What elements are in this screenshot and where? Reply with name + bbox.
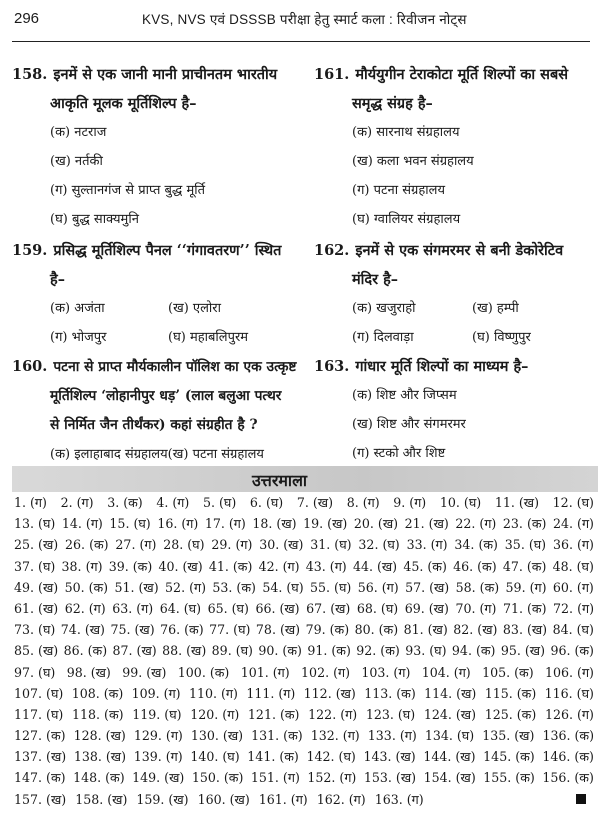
answer-item: 140. (घ): [190, 749, 240, 765]
answer-item: 158. (ख): [75, 791, 128, 807]
answer-item: 130. (ख): [190, 728, 244, 744]
answer-item: 157. (ख): [14, 791, 67, 807]
answer-item: 143. (ख): [363, 749, 416, 765]
option: (ग) भोजपुर: [50, 330, 107, 345]
answer-item: 67. (ख): [306, 600, 351, 616]
question-number: 160.: [12, 358, 48, 375]
answer-item: 104. (ग): [421, 664, 471, 680]
answer-item: 65. (घ): [207, 600, 249, 616]
answer-item: 44. (ख): [352, 558, 398, 574]
answer-row: [14, 619, 594, 640]
answer-item: 54. (घ): [262, 579, 304, 595]
answer-item: 97. (घ): [14, 664, 56, 680]
right-column: [314, 60, 596, 497]
answer-item: 156. (क): [542, 770, 594, 786]
answer-item: 25. (ख): [14, 537, 59, 553]
question-161: [314, 60, 596, 234]
answer-item: 36. (ग): [552, 537, 594, 553]
option-grid: [12, 294, 312, 352]
answer-item: 144. (ख): [423, 749, 476, 765]
answer-row: [14, 662, 594, 683]
question-text: मंदिर है–: [352, 271, 399, 288]
question-159: [12, 236, 312, 352]
answer-item: 82. (ख): [453, 622, 498, 638]
answer-item: 121. (क): [247, 706, 300, 722]
answer-item: 106. (ग): [545, 664, 594, 680]
option-grid: [314, 294, 596, 352]
answer-item: 120. (ग): [190, 706, 240, 722]
answer-item: 134. (घ): [424, 728, 475, 744]
answer-item: 14. (ग): [61, 516, 103, 532]
answer-item: 2. (ग): [60, 495, 94, 510]
answer-item: 96. (क): [550, 643, 594, 659]
answer-item: 7. (ख): [296, 495, 334, 510]
option-row: [12, 440, 312, 469]
answer-item: 87. (ख): [112, 643, 157, 659]
answer-item: 152. (ग): [307, 770, 357, 786]
answer-item: 105. (क): [482, 664, 534, 680]
answer-item: 129. (ग): [133, 728, 183, 744]
answer-item: 3. (क): [107, 495, 143, 510]
answer-item: 83. (ख): [502, 622, 548, 638]
answer-item: 92. (क): [356, 643, 400, 659]
question-162: [314, 236, 596, 352]
answer-item: 16. (ग): [157, 516, 199, 532]
left-column: [12, 60, 312, 498]
answer-item: 20. (ख): [353, 516, 399, 532]
answer-item: 90. (क): [258, 643, 302, 659]
answer-item: 126. (ग): [544, 706, 594, 722]
answer-item: 100. (क): [177, 664, 230, 680]
answer-key-banner: [12, 466, 598, 492]
answer-item: 123. (घ): [365, 706, 416, 722]
answer-item: 72. (ग): [553, 600, 594, 616]
option: (घ) महाबलिपुरम: [168, 330, 249, 345]
answer-item: 110. (ग): [188, 685, 238, 701]
option: (घ) बुद्ध साक्यमुनि: [50, 212, 139, 227]
end-of-section-marker: [576, 794, 586, 804]
option: (क) नटराज: [50, 125, 107, 140]
answer-item: 22. (ग): [455, 516, 497, 532]
answer-item: 4. (ग): [156, 495, 190, 510]
option: (ख) शिष्ट और संगमरमर: [352, 417, 466, 432]
question-158: [12, 60, 312, 234]
answer-item: 103. (ग): [361, 664, 411, 680]
answer-item: 80. (क): [354, 622, 399, 638]
answer-item: 78. (ख): [255, 622, 301, 638]
answer-item: 122. (ग): [308, 706, 358, 722]
question-text: से निर्मित जैन तीर्थंकर) कहां संग्रहीत है ?: [50, 417, 258, 433]
question-text: पटना से प्राप्त मौर्यकालीन पॉलिश का एक उत्कृष्ट: [53, 359, 297, 375]
running-title: KVS, NVS एवं DSSSB परीक्षा हेतु स्मार्ट कला : रिवीजन नोट्स: [142, 12, 467, 27]
answer-item: 76. (क): [160, 622, 204, 638]
answer-item: 66. (ख): [255, 600, 300, 616]
answer-item: 32. (घ): [358, 537, 400, 553]
answer-item: 98. (ख): [66, 664, 111, 680]
answer-item: 17. (ग): [204, 516, 246, 532]
answer-item: 160. (ख): [197, 791, 250, 807]
answer-item: 27. (ग): [115, 537, 157, 553]
answer-item: 131. (क): [251, 728, 303, 744]
answer-item: 5. (घ): [202, 495, 237, 510]
answer-item: 93. (घ): [405, 643, 447, 659]
answer-item: 145. (क): [483, 749, 535, 765]
answer-item: 155. (क): [483, 770, 535, 786]
question-text: इनमें से एक जानी मानी प्राचीनतम भारतीय: [53, 66, 278, 83]
answer-item: 115. (क): [484, 685, 537, 701]
answer-item: 19. (ख): [303, 516, 348, 532]
answer-row: [14, 513, 594, 534]
answer-item: 85. (ख): [14, 643, 59, 659]
answer-item: 45. (क): [403, 558, 447, 574]
answer-item: 94. (क): [451, 643, 496, 659]
answer-row: [14, 492, 594, 513]
option: (क) सारनाथ संग्रहालय: [352, 125, 460, 140]
option: (ख) पटना संग्रहालय: [167, 447, 264, 462]
answer-item: 1. (ग): [14, 495, 47, 510]
answer-item: 112. (ख): [303, 685, 356, 701]
answer-item: 124. (ख): [423, 706, 477, 722]
answer-item: 13. (घ): [14, 516, 56, 532]
answer-item: 153. (ख): [363, 770, 417, 786]
answer-item: 161. (ग): [258, 791, 308, 807]
answer-item: 52. (ग): [165, 579, 206, 595]
answer-item: 151. (ग): [250, 770, 300, 786]
answer-item: 137. (ख): [14, 749, 67, 765]
answer-item: 34. (क): [454, 537, 498, 553]
answer-item: 150. (क): [191, 770, 244, 786]
answer-item: 119. (घ): [132, 706, 182, 722]
answer-item: 51. (ख): [114, 579, 159, 595]
answer-item: 46. (क): [453, 558, 497, 574]
answer-item: 61. (ख): [14, 600, 59, 616]
option: (ग) दिलवाड़ा: [352, 330, 414, 345]
answer-item: 39. (क): [108, 558, 153, 574]
answer-item: 38. (ग): [61, 558, 103, 574]
option: (क) इलाहाबाद संग्रहालय: [50, 447, 168, 462]
answer-item: 141. (क): [247, 749, 299, 765]
answer-row: [14, 534, 594, 555]
answer-item: 33. (ग): [406, 537, 448, 553]
answer-row: [14, 640, 594, 661]
answer-item: 127. (क): [14, 728, 66, 744]
answer-item: 57. (ख): [405, 579, 450, 595]
answer-item: 101. (ग): [240, 664, 290, 680]
answer-item: 62. (ग): [64, 600, 106, 616]
answer-row: [14, 746, 594, 767]
option: (ग) पटना संग्रहालय: [352, 183, 445, 198]
answer-item: 79. (क): [305, 622, 350, 638]
answer-row: [14, 789, 594, 810]
answer-item: 117. (घ): [14, 706, 64, 722]
answer-item: 88. (ख): [162, 643, 207, 659]
answer-item: 68. (घ): [356, 600, 399, 616]
answer-item: 60. (ग): [552, 579, 594, 595]
answer-item: 15. (घ): [109, 516, 151, 532]
question-number: 161.: [314, 66, 350, 83]
answer-item: 49. (ख): [14, 579, 59, 595]
answer-key-title: उत्तरमाला: [252, 471, 308, 490]
answer-item: 77. (घ): [209, 622, 251, 638]
option: (ख) नर्तकी: [50, 154, 103, 169]
answer-item: 139. (ग): [133, 749, 183, 765]
question-number: 163.: [314, 358, 350, 375]
option: (क) शिष्ट और जिप्सम: [352, 388, 457, 403]
answer-item: 18. (ख): [252, 516, 297, 532]
answer-item: 9. (ग): [393, 495, 427, 510]
answer-row: [14, 577, 594, 598]
answer-item: 108. (क): [71, 685, 124, 701]
answer-item: 142. (घ): [306, 749, 356, 765]
answer-item: 58. (क): [455, 579, 500, 595]
question-text: इनमें से एक संगमरमर से बनी डेकोरेटिव: [355, 242, 564, 259]
answer-item: 81. (ख): [403, 622, 448, 638]
answer-item: 75. (ख): [110, 622, 155, 638]
answer-item: 125. (क): [484, 706, 537, 722]
answer-item: 41. (क): [208, 558, 253, 574]
answer-item: 6. (घ): [249, 495, 284, 510]
answer-item: 29. (ग): [211, 537, 253, 553]
answer-item: 113. (क): [364, 685, 416, 701]
answer-item: 162. (ग): [316, 791, 366, 807]
answer-item: 132. (ग): [310, 728, 360, 744]
answer-key: [14, 492, 594, 810]
option: (ख) हम्पी: [472, 301, 519, 316]
answer-row: [14, 683, 594, 704]
answer-row: [14, 598, 594, 619]
answer-item: 24. (ग): [553, 516, 594, 532]
answer-item: 116. (घ): [544, 685, 594, 701]
answer-item: 136. (क): [542, 728, 594, 744]
answer-item: 84. (घ): [552, 622, 594, 638]
question-text: मौर्ययुगीन टेराकोटा मूर्ति शिल्पों का सबसे: [355, 66, 569, 83]
answer-item: 147. (क): [14, 770, 66, 786]
option: (क) अजंता: [50, 301, 105, 316]
answer-item: 99. (ख): [122, 664, 167, 680]
answer-row: [14, 767, 594, 788]
answer-item: 59. (ग): [505, 579, 547, 595]
answer-item: 111. (ग): [246, 685, 296, 701]
answer-item: 63. (ग): [112, 600, 154, 616]
answer-item: 146. (क): [542, 749, 594, 765]
answer-item: 64. (घ): [159, 600, 202, 616]
answer-item: 138. (ख): [73, 749, 127, 765]
answer-item: 11. (ख): [494, 495, 540, 510]
answer-item: 133. (ग): [367, 728, 417, 744]
answer-item: 23. (क): [502, 516, 547, 532]
answer-item: 69. (ख): [404, 600, 449, 616]
answer-item: 86. (क): [63, 643, 108, 659]
answer-row: [14, 704, 594, 725]
answer-item: 109. (ग): [131, 685, 181, 701]
answer-item: 55. (घ): [310, 579, 352, 595]
answer-item: 70. (ग): [455, 600, 497, 616]
answer-item: 26. (क): [65, 537, 109, 553]
header-divider: [12, 41, 590, 42]
answer-item: 102. (ग): [301, 664, 351, 680]
answer-item: 107. (घ): [14, 685, 64, 701]
option: (ख) कला भवन संग्रहालय: [352, 154, 474, 169]
answer-item: 28. (घ): [163, 537, 205, 553]
answer-item: 71. (क): [502, 600, 547, 616]
option: (ख) एलोरा: [168, 301, 221, 316]
answer-item: 48. (घ): [552, 558, 594, 574]
question-text: मूर्तिशिल्प ‘लोहानीपुर धड़’ (लाल बलुआ पत्थर: [50, 388, 282, 404]
answer-item: 35. (घ): [504, 537, 547, 553]
question-text: है–: [50, 271, 65, 288]
question-text: समृद्ध संग्रह है–: [352, 95, 433, 112]
answer-item: 95. (ख): [500, 643, 546, 659]
answer-row: [14, 725, 594, 746]
question-number: 159.: [12, 242, 48, 259]
option: (क) खजुराहो: [352, 301, 416, 316]
answer-item: 128. (ख): [73, 728, 126, 744]
answer-row: [14, 556, 594, 577]
option: (घ) ग्वालियर संग्रहालय: [352, 212, 461, 227]
answer-item: 30. (ख): [259, 537, 304, 553]
answer-item: 43. (ग): [305, 558, 347, 574]
option: (घ) विष्णुपुर: [472, 330, 531, 345]
question-number: 158.: [12, 66, 48, 83]
answer-item: 50. (क): [64, 579, 109, 595]
answer-item: 56. (ग): [357, 579, 399, 595]
answer-item: 74. (ख): [60, 622, 105, 638]
answer-item: 37. (घ): [14, 558, 56, 574]
answer-item: 42. (ग): [258, 558, 300, 574]
answer-item: 47. (क): [502, 558, 547, 574]
answer-item: 135. (ख): [482, 728, 535, 744]
question-text: गांधार मूर्ति शिल्पों का माध्यम है–: [355, 358, 529, 375]
answer-item: 8. (ग): [346, 495, 380, 510]
answer-item: 163. (ग): [374, 791, 424, 807]
question-text: प्रसिद्ध मूर्तिशिल्प पैनल ‘‘गंगावतरण’’ स्थित: [53, 242, 282, 259]
answer-item: 159. (ख): [136, 791, 189, 807]
question-text: आकृति मूलक मूर्तिशिल्प है–: [50, 95, 197, 112]
page-number: 296: [14, 10, 40, 27]
answer-item: 53. (क): [212, 579, 256, 595]
answer-item: 114. (ख): [424, 685, 477, 701]
option: (ग) सुल्तानगंज से प्राप्त बुद्ध मूर्ति: [50, 183, 205, 198]
answer-item: 148. (क): [73, 770, 125, 786]
answer-item: 73. (घ): [14, 622, 56, 638]
answer-item: 31. (घ): [310, 537, 352, 553]
answer-item: 12. (घ): [552, 495, 594, 510]
answer-item: 89. (घ): [211, 643, 253, 659]
answer-item: 10. (घ): [439, 495, 482, 510]
answer-item: 118. (क): [72, 706, 124, 722]
answer-item: 154. (ख): [423, 770, 476, 786]
question-number: 162.: [314, 242, 350, 259]
answer-item: 21. (ख): [404, 516, 449, 532]
answer-item: 149. (ख): [132, 770, 185, 786]
answer-item: 91. (क): [307, 643, 351, 659]
option: (ग) स्टको और शिष्ट: [352, 446, 446, 461]
answer-item: 40. (ख): [158, 558, 203, 574]
page-header: [0, 0, 600, 48]
